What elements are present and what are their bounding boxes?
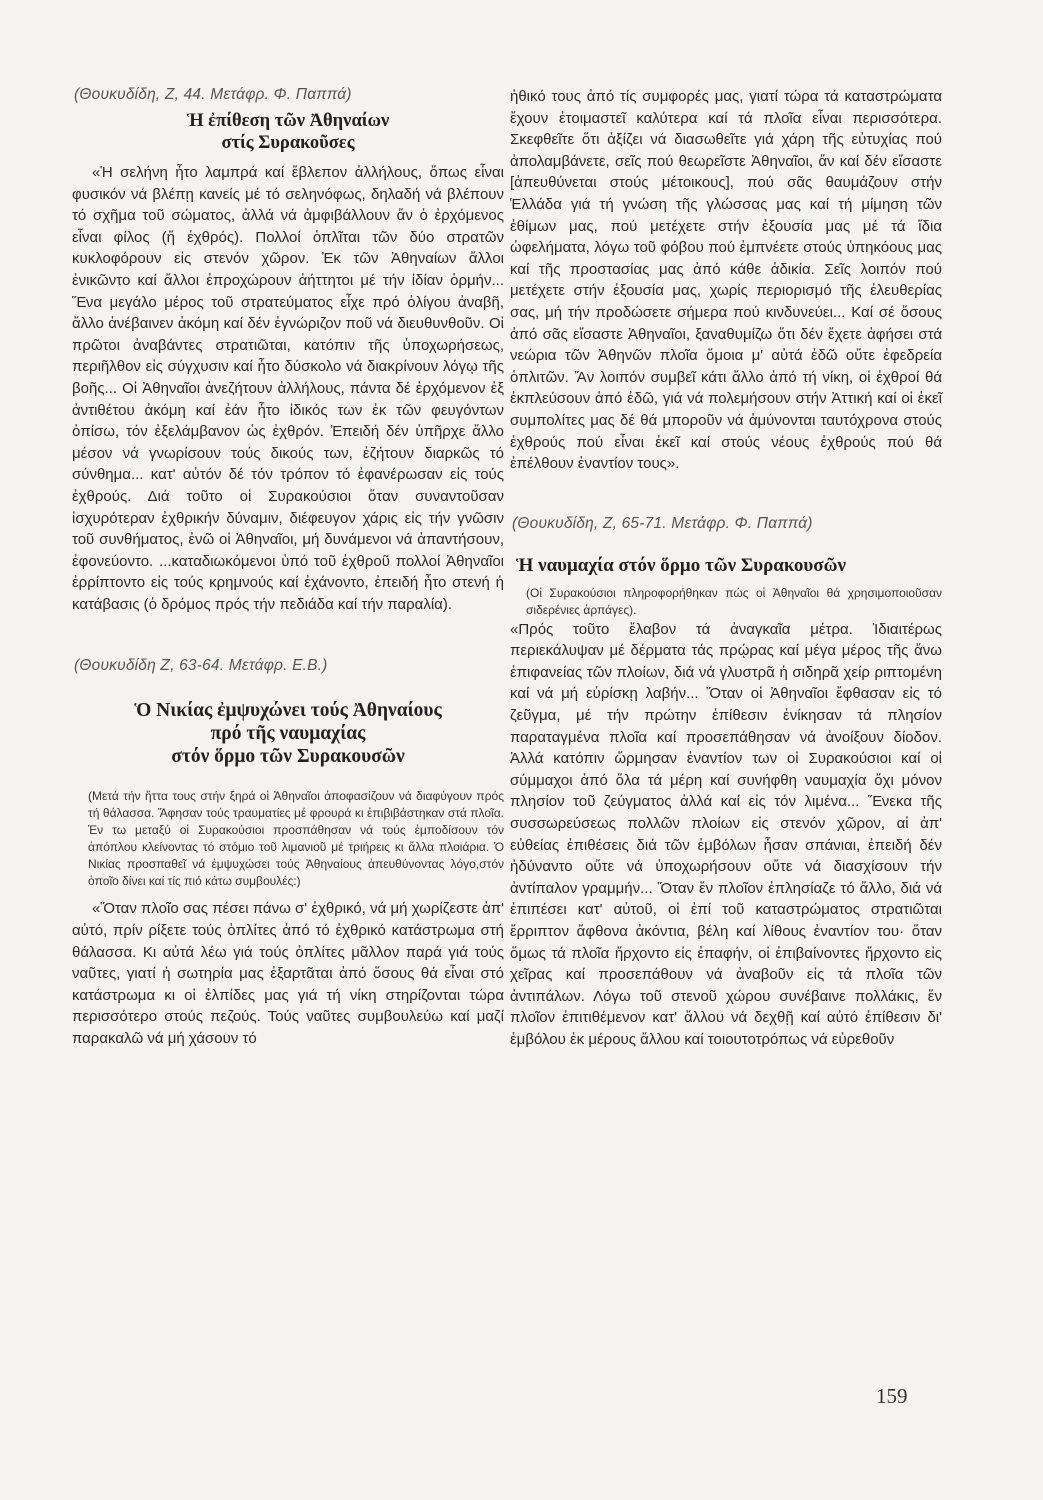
spacer: [72, 776, 504, 788]
intro-note-naval-battle: (Οἱ Συρακούσιοι πληροφορήθηκαν πώς οἱ Ἀθηναῖοι θά χρησιμοποιοῦσαν σιδερένιες ἁρπάγες).: [526, 585, 942, 617]
paragraph-naval-battle: «Πρός τοῦτο ἔλαβον τά ἀναγκαῖα μέτρα. Ἰδιαιτέρως περιεκάλυψαν μέ δέρματα τάς πρῴρας καί μέγα μέρος τῆς ἄνω ἐπιφανείας τῶν πλοίων, διά νά γλυστρᾶ ἡ σιδηρᾶ χείρ ριπτομένη καί νά μή εὑρίσκῃ λαβήν... Ὅταν οἱ Ἀθηναῖοι ἔφθασαν εἰς τό ζεῦγμα, μέ τήν πρώτην ἐπίθεσιν ἐνίκησαν τά πλησίον παραταγμένα πλοῖα καί προσεπάθησαν νά ἀνοίξουν δίοδον. Ἀλλά κατόπιν ὥρμησαν ἐναντίον των οἱ Συρακούσιοι καί οἱ σύμμαχοι ἀπό ὅλα τά μέρη καί συνήφθη ναυμαχία ὄχι μόνον πλησίον τοῦ ζεύγματος ἀλλά καί εἰς τόν λιμένα... Ἕνεκα τῆς συσσωρεύσεως πολλῶν πλοίων εἰς στενόν χῶρον, αἱ ἀπ' εὐθείας ἐπιθέσεις διά τῶν ἐμβόλων ἦσαν σπάνιαι, ἐπειδή δέν ἠδύναντο οὔτε νά ὑποχωρήσουν οὔτε νά διασχίσουν τήν ἀντίπαλον γραμμήν... Ὅταν ἕν πλοῖον ἐπλησίαζε τό ἄλλο, διά νά ἐπιπέσει κατ' αὐτοῦ, οἱ ἐπί τοῦ καταστρώματος στρατιῶται ἔρριπτον ἄφθονα ἀκόντια, βέλη καί λίθους ἐναντίον του· ὅταν ὅμως τά πλοῖα ἤρχοντο εἰς ἐπαφήν, οἱ ἐπιβαίνοντες ἤρχοντο εἰς χεῖρας καί προσεπάθουν νά ἀναβοῦν εἰς τά πλοῖα τῶν ἀντιπάλων. Λόγω τοῦ στενοῦ χώρου συνέβαινε πολλάκις, ἕν πλοῖον ἐπιτιθέμενον κατ' ἄλλου νά δεχθῇ καί αὐτό ἐπίθεσιν δι' ἐμβόλου ἐκ μέρους ἄλλου καί τοιουτοτρόπως νά εὑρεθοῦν: [510, 620, 942, 1048]
source-citation-1: (Θουκυδίδη, Ζ, 44. Μετάφρ. Φ. Παππά): [74, 86, 352, 103]
right-column: [510, 86, 942, 1051]
spacer: [72, 890, 504, 898]
spacer: [72, 681, 504, 699]
spacer: [510, 475, 942, 515]
section-heading-attack: Ἡ ἐπίθεση τῶν Ἀθηναίων στίς Συρακοῦσες: [186, 111, 390, 153]
source-citation-3: (Θουκυδίδη, Ζ, 65-71. Μετάφρ. Φ. Παππά): [512, 514, 813, 532]
paragraph-attack: «Ἡ σελήνη ἦτο λαμπρά καί ἔβλεπον ἀλλήλους, ὅπως εἶναι φυσικόν νά βλέπῃ κανείς μέ τό σεληνόφως, δηλαδή νά βλέπουν τό σχῆμα τοῦ σώματος, ἀλλά νά ἀμφιβάλλουν ἄν ὁ ἐρχόμενος εἶναι φίλος (ἤ ἐχθρός). Πολλοί ὁπλῖται τῶν δύο στρατῶν κυκλοφόρουν εἰς στενόν χῶρον. Ἐκ τῶν Ἀθηναίων ἄλλοι ἐνικῶντο καί ἄλλοι ἐπροχώρουν ἀήττητοι μέ τήν ἰδίαν ὁρμήν... Ἕνα μεγάλο μέρος τοῦ στρατεύματος εἶχε πρό ὀλίγου ἀναβῆ, ἄλλο ἀνέβαινεν ἀκόμη καί δέν ἐγνώριζον ποῦ νά διευθυνθοῦν. Οἱ πρῶτοι ἀναβάντες στρατιῶται, κατόπιν τῆς ὑποχωρήσεως, περιῆλθον εἰς σύγχυσιν καί ἦτο δύσκολο νά διακρίνουν λόγῳ τῆς βοῆς... Οἱ Ἀθηναῖοι ἀνεζήτουν ἀλλήλους, πάντα δέ ἐρχόμενον ἐξ ἀντιθέτου ἀκόμη καί ἐάν ἦτο ἰδικός των ἐκ τῶν φευγόντων ὀπίσω, τόν ἐξελάμβανον ὡς ἐχθρόν. Ἐπειδή δέν ὑπῆρχε ἄλλο μέσον νά γνωρίσουν τούς δικούς των, ἐζήτουν διαρκῶς τό σύνθημα... κατ' αὐτόν δέ τόν τρόπον τό ἐφανέρωσαν εἰς τούς ἐχθρούς. Διά τοῦτο οἱ Συρακούσιοι ὅταν συναντοῦσαν ἰσχυρότεραν ἐχθρικήν δύναμιν, διέφευγον χάρις εἰς τήν γνῶσιν τοῦ συνθήματος, ἐνῶ οἱ Ἀθηναῖοι, μή δυνάμενοι νά ἀπαντήσουν, ἐφονεύοντο. ...καταδιωκόμενοι ὑπό τοῦ ἐχθροῦ πολλοί Ἀθηναῖοι ἐρρίπτοντο εἰς τούς κρημνούς καί ἐχάνοντο, ἐπειδή ἦτο στενή ἡ κατάβασις (ὁ δρόμος πρός τήν πεδιάδα καί τήν παραλία).: [72, 164, 504, 613]
source-citation-2: (Θουκυδίδη Ζ, 63-64. Μετάφρ. Ε.Β.): [74, 657, 328, 675]
left-column: [72, 86, 504, 1050]
section-heading-naval-battle: Ἡ ναυμαχία στόν ὅρμο τῶν Συρακουσῶν: [516, 554, 846, 576]
spacer: [72, 615, 504, 657]
paragraph-nikias-speech: «Ὅταν πλοῖο σας πέσει πάνω σ' ἐχθρικό, νά μή χωρίζεστε ἀπ' αὐτό, πρίν ρίξετε τούς ὁπλίτες ἀπό τό ἐχθρικό κατάστρωμα στή θάλασσα. Κι αὐτά λέω γιά τούς ὁπλίτες μᾶλλον παρά γιά τούς ναῦτες, γιατί ἡ σωτηρία μας ἐξαρτᾶται ἀπό ὅσους θά εἶναι στό κατάστρωμα κι οἱ ἐλπίδες μας γιά τή νίκη στηρίζονται τώρα περισσότερο στούς πεζούς. Τούς ναῦτες συμβουλεύω καί μαζί παρακαλῶ νά μή χάσουν τό: [72, 900, 504, 1048]
page-number: 159: [876, 1384, 908, 1408]
intro-note-nikias: (Μετά τήν ἥττα τους στήν ξηρά οἱ Ἀθηναῖοι ἀποφασίζουν νά διαφύγουν πρός τή θάλασσα. Ἄφησαν τούς τραυματίες μέ φρουρά κι ἐπιβιβάστηκαν στά πλοῖα. Ἐν τω μεταξύ οἱ Συρακούσιοι προσπάθησαν νά τούς ἐμποδίσουν τόν ἀπόπλου κλείνοντας τό στόμιο τοῦ λιμανιοῦ μέ τριήρεις κι ἄλλα πλοιάρια. Ὁ Νικίας προσπαθεῖ νά ἐμψυχώσει τούς Ἀθηναίους ἀπευθύνοντας λόγο,στόν ὁποῖο δίνει καί τίς πιό κάτω συμβουλές:): [88, 789, 504, 889]
section-heading-nikias: Ὁ Νικίας ἐμψυχώνει τούς Ἀθηναίους πρό τῆς ναυμαχίας στόν ὅρμο τῶν Συρακουσῶν: [134, 700, 442, 768]
spacer: [510, 539, 942, 555]
paragraph-nikias-speech-cont: ἠθικό τους ἀπό τίς συμφορές μας, γιατί τώρα τά καταστρώματα ἔχουν ἑτοιμαστεῖ καλύτερα καί τά πλοῖα εἶναι περισσότερα. Σκεφθεῖτε ὅτι ἀξίζει νά διασωθεῖτε γιά χάρη τῆς εὐτυχίας πού ἀπολαμβάνετε, σεῖς πού θεωρεῖστε Ἀθηναῖοι, ἄν καί δέν εἴσαστε [ἀπευθύνεται στούς μέτοικους], πού σᾶς θαυμάζουν στήν Ἑλλάδα γιά τή γνώση τῆς γλώσσας μας καί τή μίμηση τῶν ἐθίμων μας, πού μετέχετε στήν ἐξουσία μας μέ τά ἴδια ὠφελήματα, λόγω τοῦ φόβου πού ἐμπνέετε στούς ὑπηκόους μας καί τῆς προστασίας μας ἀπό κάθε ἀδικία. Σεῖς λοιπόν πού μετέχετε στήν ἐξουσία μας, χωρίς περιορισμό τῆς ἐλευθερίας σας, μή τήν προδώσετε σήμερα πού κινδυνεύει... Καί σέ ὅσους ἀπό σᾶς εἴσαστε Ἀθηναῖοι, ξαναθυμίζω ὅτι δέν ἔχετε ἀφήσει στά νεώρια τῶν Ἀθηνῶν πλοῖα ὅμοια μ' αὐτά ἐδῶ οὔτε ἐφεδρεία ὁπλιτῶν. Ἄν λοιπόν συμβεῖ κάτι ἄλλο ἀπό τή νίκη, οἱ ἐχθροί θά ἐκπλεύσουν ἀπό ἐδῶ, γιά νά πολεμήσουν στήν Ἀττική καί οἱ ἐκεῖ συμπολίτες μας δέ θά μποροῦν νά ἀμύνονται ταυτόχρονα στούς ἐχθρούς πού εἶναι ἐκεῖ καί στούς νέους ἐχθρούς πού θά ἐπέλθουν ἐναντίον τους».: [510, 88, 942, 473]
